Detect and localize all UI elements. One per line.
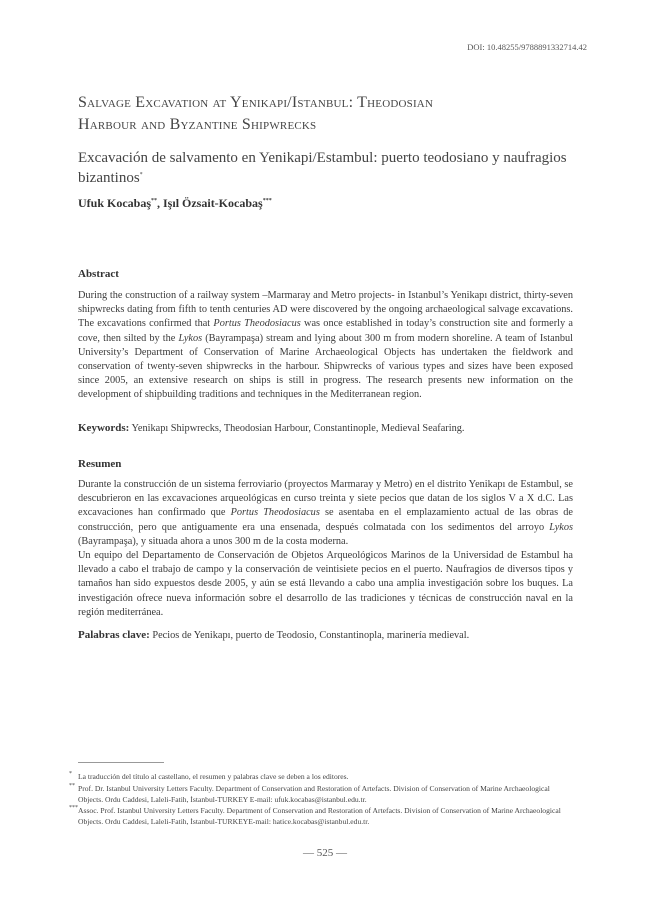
author-1-mark: ** xyxy=(151,198,158,204)
doi-label: DOI: 10.48255/9788891332714.42 xyxy=(467,42,587,52)
abstract-text-2: was once established in today’s construction site and formerly a cove, then silted by the xyxy=(78,318,573,344)
abstract-emphasis-1: Portus Theodosiacus xyxy=(213,318,301,330)
resumen-heading: Resumen xyxy=(78,458,122,470)
title-line-2: Harbour and Byzantine Shipwrecks xyxy=(78,116,317,133)
abstract-paragraph xyxy=(78,289,573,403)
resumen-emphasis-2: Lykos xyxy=(549,521,573,533)
author-separator: , xyxy=(157,196,164,210)
author-2: Işıl Özsait-Kocabaş xyxy=(163,196,263,210)
footnote-2: ** Prof. Dr. Istanbul University Letters Faculty. Department of Conservation and Restoration of Artefacts. Division of Conservation of Marine Archaeological Objects. Ordu Caddesi, Laleli-Fatih, İstanbul-TURKEY E-mail: ufuk.kocabas@istanbul.edu.tr. xyxy=(69,783,550,804)
footnote-1: * La traducción del título al castellano, el resumen y palabras clave se deben a los editores. xyxy=(69,771,349,781)
resumen-paragraph-2: Un equipo del Departamento de Conservación de Objetos Arqueológicos Marinos de la Universidad de Estambul ha llevado a cabo el trabajo de campo y la conservación de veintisiete pecios en el puerto. Naufragios de diversos tipos y tamaños han sido expuestos desde 2005, y aún se está llevando a cabo una amplia investigación sobre los buques. La investigación ofrece nueva información sobre el desarrollo de las tradiciones y técnicas de construcción naval en la región mediterránea. xyxy=(78,550,573,618)
abstract-text-1: During the construction of a railway system –Marmaray and Metro projects- in Istanbul’s Yenikapı district, thirty-seven shipwrecks dating from fifth to tenth centuries AD were discovered by the ongoing archaeological salvage excavations. The excavations confirmed that xyxy=(78,290,573,330)
footnote-3-text: Assoc. Prof. Istanbul University Letters Faculty. Department of Conservation and Restoration of Artefacts. Division of Conservation of Marine Archaeological Objects. Ordu Caddesi, Laleli-Fatih, İstanbul-TURKEYE-mail: hatice.kocabas@istanbul.edu.tr. xyxy=(78,806,561,826)
footnote-3: ***Assoc. Prof. Istanbul University Letters Faculty. Department of Conservation and Restoration of Artefacts. Division of Conservation of Marine Archaeological Objects. Ordu Caddesi, Laleli-Fatih, İstanbul-TURKEYE-mail: hatice.kocabas@istanbul.edu.tr. xyxy=(69,805,561,826)
palabras-clave-line xyxy=(78,628,573,643)
title-footnote-mark: * xyxy=(139,172,143,178)
article-title-english xyxy=(78,92,578,136)
resumen-text-1: Durante la construcción de un sistema ferroviario (proyectos Marmaray y Metro) en el distrito Yenikapı de Estambul, se descubrieron en las excavaciones arqueológicas en curso treinta y siete pecios que datan de los siglos V a X d.C. Las excavaciones han confirmado que xyxy=(78,479,573,519)
abstract-heading: Abstract xyxy=(78,268,119,280)
page-number: — 525 — xyxy=(303,847,347,859)
footnote-divider xyxy=(78,762,164,763)
title-spanish-text: Excavación de salvamento en Yenikapi/Estambul: puerto teodosiano y naufragios bizantinos xyxy=(78,150,567,186)
resumen-text-3: (Bayrampaşa), y situada ahora a unos 300 m de la costa moderna. xyxy=(78,535,349,547)
keywords-line xyxy=(78,421,573,436)
resumen-emphasis-1: Portus Theodosiacus xyxy=(230,507,320,519)
keywords-label: Keywords: xyxy=(78,422,130,434)
authors xyxy=(78,196,272,211)
author-1: Ufuk Kocabaş xyxy=(78,196,152,210)
keywords-text: Yenikapı Shipwrecks, Theodosian Harbour, Constantinople, Medieval Seafaring. xyxy=(129,423,465,434)
abstract-text-3: (Bayrampaşa) stream and lying about 300 m from modern shoreline. A team of Istanbul University’s Department of Conservation of Marine Archaeological Objects has undertaken the fieldwork and conservation of twenty-seven shipwrecks in the harbour. Shipwrecks of various types and sizes have been exposed since 2005, an extensive research on ships is still in progress. The research presents new information on the development of shipbuilding traditions and techniques in the Mediterranean region. xyxy=(78,332,573,401)
resumen-text-2: se asentaba en el emplazamiento actual de las obras de construcción, pero que antiguamente era una ensenada, después colmatada con los sedimentos del arroyo xyxy=(78,507,573,533)
title-line-1: Salvage Excavation at Yenikapi/Istanbul: Theodosian xyxy=(78,94,434,111)
resumen-paragraph-1 xyxy=(78,478,573,549)
footnote-1-text: La traducción del título al castellano, el resumen y palabras clave se deben a los editores. xyxy=(78,772,349,781)
palabras-clave-label: Palabras clave: xyxy=(78,629,150,641)
author-2-mark: *** xyxy=(262,198,272,204)
palabras-clave-text: Pecios de Yenikapı, puerto de Teodosio, Constantinopla, marinería medieval. xyxy=(149,630,470,641)
footnote-2-text: Prof. Dr. Istanbul University Letters Faculty. Department of Conservation and Restoration of Artefacts. Division of Conservation of Marine Archaeological Objects. Ordu Caddesi, Laleli-Fatih, İstanbul-TURKEY E-mail: ufuk.kocabas@istanbul.edu.tr. xyxy=(78,784,550,804)
article-title-spanish xyxy=(78,148,578,188)
abstract-emphasis-2: Lykos xyxy=(178,332,203,344)
